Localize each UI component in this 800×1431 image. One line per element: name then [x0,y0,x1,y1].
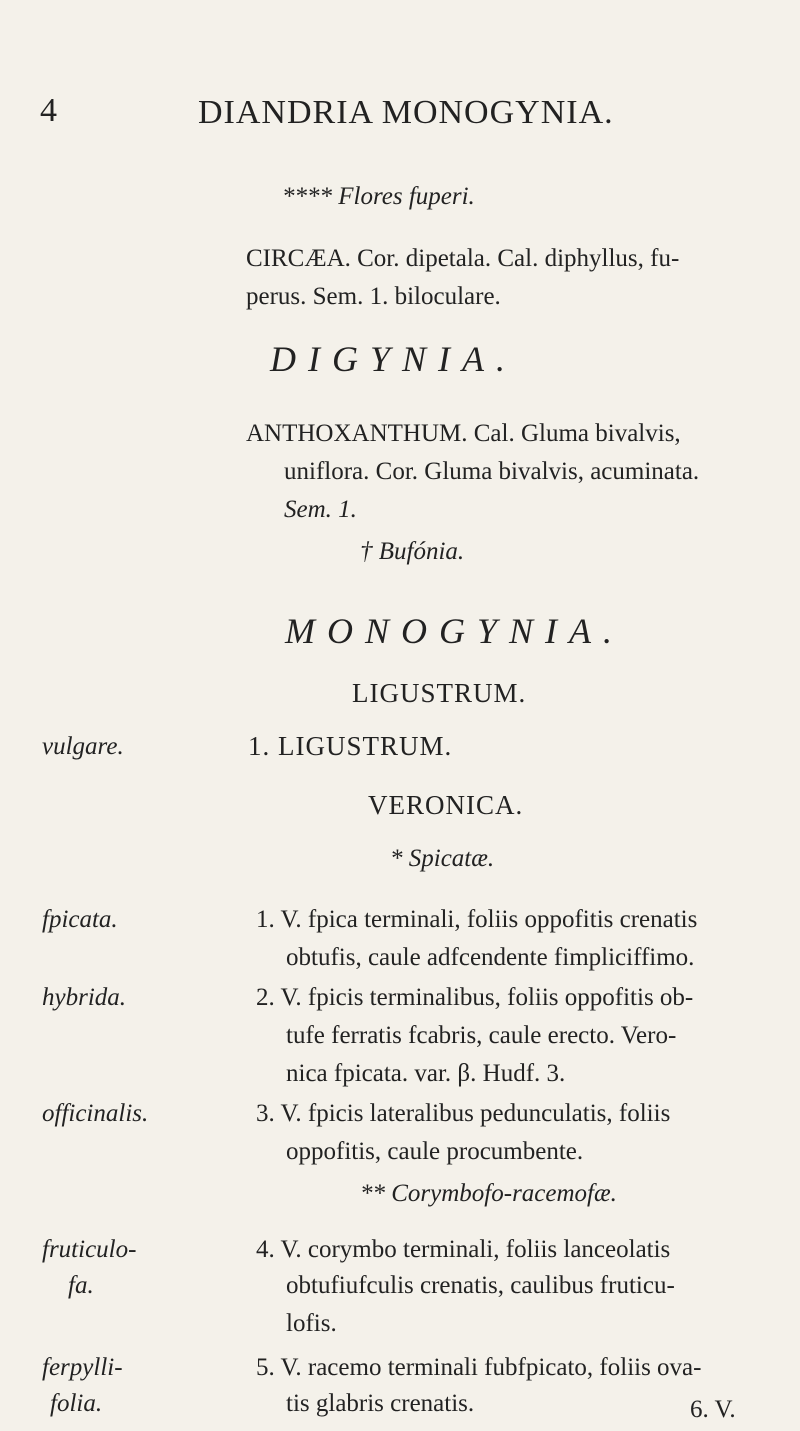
veronica-genus-heading: VERONICA. [368,790,524,820]
flores-superi-heading: **** Flores fuperi. [282,183,475,210]
circaea-line-2: perus. Sem. 1. biloculare. [246,283,501,310]
anthoxanthum-line-3: Sem. 1. [284,496,357,523]
spicatae-subheading: * Spicatæ. [390,845,495,872]
species-3-line-2: oppofitis, caule procumbente. [286,1138,584,1165]
running-header: DIANDRIA MONOGYNIA. [198,94,614,131]
species-4-line-2: obtufiufculis crenatis, caulibus fruticu- [286,1272,675,1299]
species-1-line-2: obtufis, caule adfcendente fimpliciffimo. [286,944,695,971]
species-4-line-3: lofis. [286,1310,337,1337]
species-1-line-1: 1. V. fpica terminali, foliis oppofitis crenatis [256,906,698,933]
margin-fruticulosa-2: fa. [68,1272,94,1299]
margin-fruticulosa-1: fruticulo- [42,1236,137,1263]
anthoxanthum-line-2: uniflora. Cor. Gluma bivalvis, acuminata. [284,458,700,485]
species-2-line-2: tufe ferratis fcabris, caule erecto. Vero- [286,1022,677,1049]
species-5-line-2: tis glabris crenatis. [286,1390,475,1417]
margin-serpyllifolia-2: folia. [50,1390,103,1417]
page-number: 4 [40,92,57,129]
species-3-line-1: 3. V. fpicis lateralibus pedunculatis, foliis [256,1100,671,1127]
margin-spicata: fpicata. [42,906,118,933]
margin-hybrida: hybrida. [42,984,127,1011]
bufonia-note: † Bufónia. [360,538,465,565]
digynia-heading: DIGYNIA. [270,339,517,379]
margin-serpyllifolia-1: ferpylli- [42,1354,123,1381]
anthoxanthum-line-1: ANTHOXANTHUM. Cal. Gluma bivalvis, [246,420,681,447]
species-4-line-1: 4. V. corymbo terminali, foliis lanceolatis [256,1236,671,1263]
ligustrum-genus-heading: LIGUSTRUM. [352,678,527,708]
species-2-line-3: nica fpicata. var. β. Hudf. 3. [286,1060,566,1087]
monogynia-heading: MONOGYNIA. [285,611,625,651]
margin-vulgare: vulgare. [42,733,124,760]
margin-officinalis: officinalis. [42,1100,149,1127]
circaea-line-1: CIRCÆA. Cor. dipetala. Cal. diphyllus, fu- [246,245,680,272]
species-2-line-1: 2. V. fpicis terminalibus, foliis oppofitis ob- [256,984,694,1011]
catchword: 6. V. [690,1396,736,1423]
species-5-line-1: 5. V. racemo terminali fubfpicato, foliis ova- [256,1354,702,1381]
ligustrum-species-entry: 1. LIGUSTRUM. [248,731,453,761]
corymboso-subheading: ** Corymbofo-racemofæ. [360,1180,617,1207]
